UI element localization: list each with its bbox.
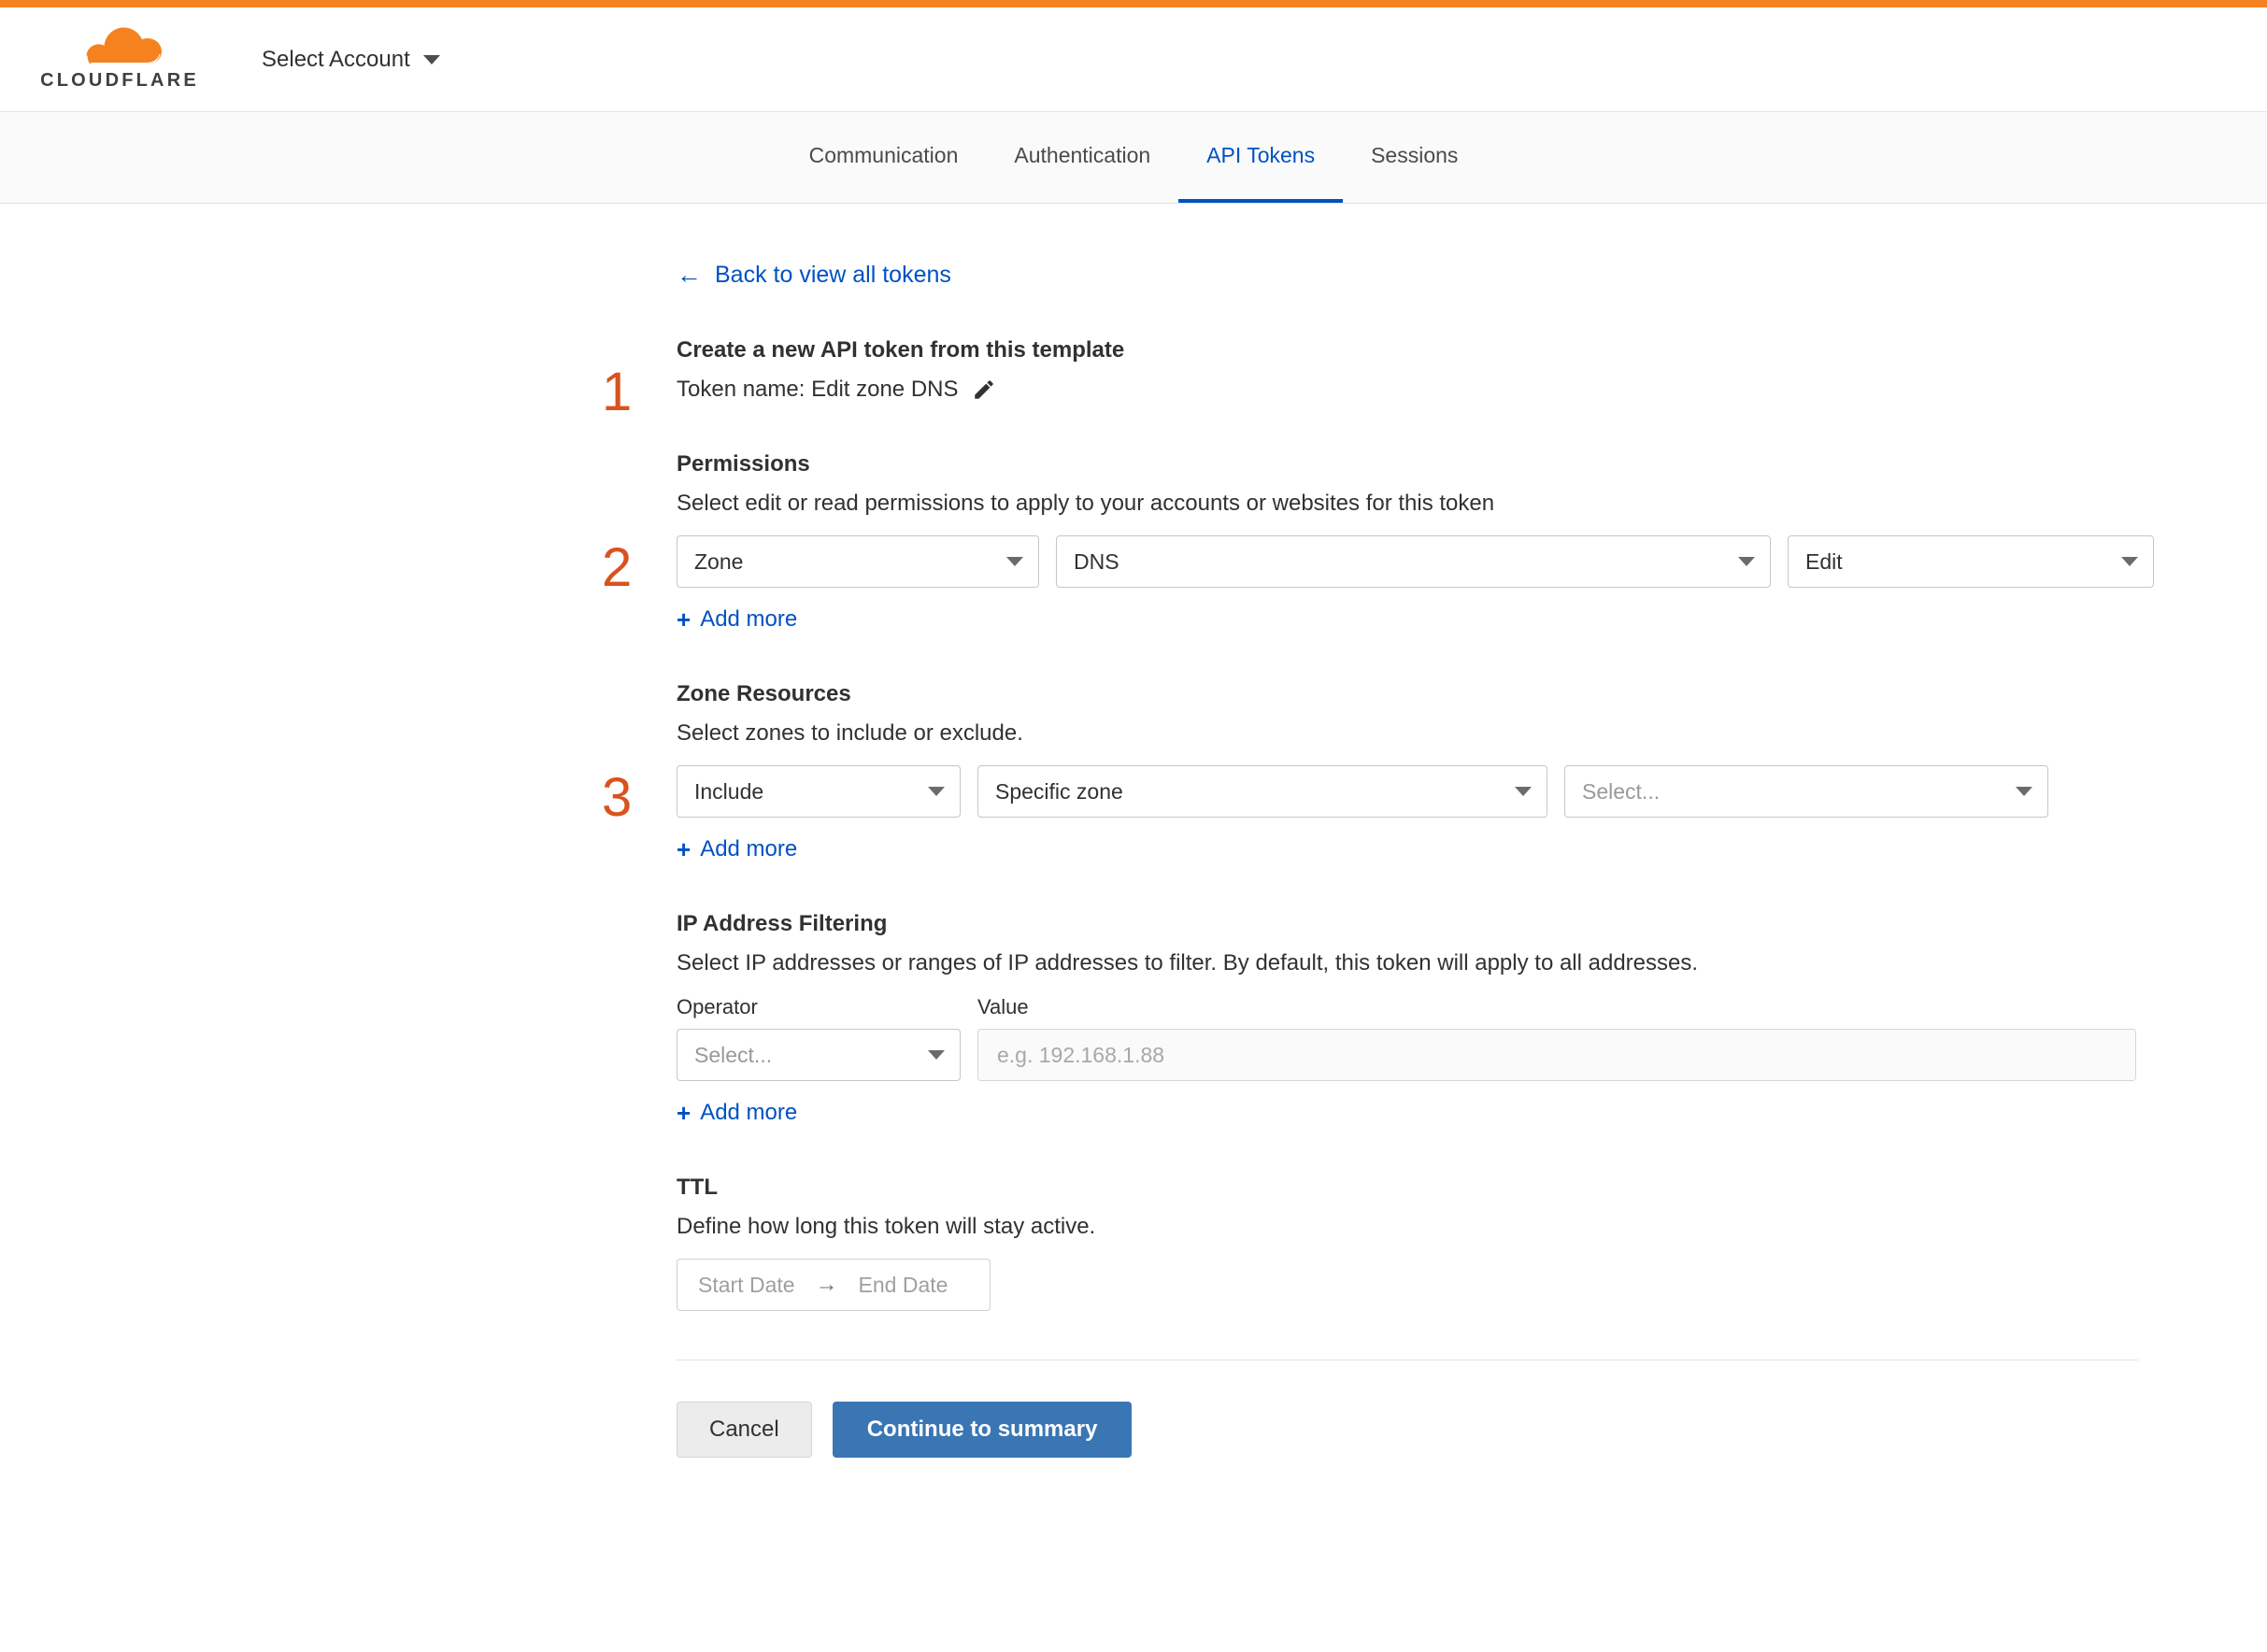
permissions-description: Select edit or read permissions to apply to your accounts or websites for this token [677, 491, 1495, 516]
ip-filtering-block [677, 911, 2267, 1126]
cancel-button[interactable]: Cancel [677, 1402, 812, 1458]
step-number-3: 3 [602, 767, 633, 828]
token-name-label: Token name: Edit zone DNS [677, 377, 959, 402]
plus-icon: + [677, 605, 692, 634]
pencil-edit-icon[interactable] [972, 377, 996, 402]
chevron-down-icon [928, 1050, 945, 1060]
ip-value-field [977, 995, 2136, 1081]
ttl-start-date-placeholder: Start Date [698, 1272, 795, 1297]
permissions-block [602, 451, 2267, 634]
permission-access-select[interactable] [1788, 535, 2154, 588]
tab-sessions[interactable]: Sessions [1371, 143, 1459, 167]
account-selector[interactable] [262, 47, 440, 73]
back-to-all-tokens-link[interactable] [677, 262, 951, 289]
zone-name-select[interactable] [1564, 765, 2048, 818]
zone-scope-value: Specific zone [995, 778, 1123, 804]
permissions-add-more-button[interactable] [677, 606, 797, 633]
app-header [0, 7, 2267, 112]
main-content [0, 204, 2267, 1495]
step-number-2: 2 [602, 537, 633, 598]
zone-inclusion-value: Include [694, 778, 764, 804]
chevron-down-icon [1515, 787, 1532, 796]
back-link-label: Back to view all tokens [715, 262, 951, 288]
zone-scope-select[interactable] [977, 765, 1547, 818]
zone-resources-title: Zone Resources [677, 681, 851, 706]
permission-resource-select[interactable] [1056, 535, 1771, 588]
zone-resources-add-more-label: Add more [700, 836, 798, 862]
template-heading: Create a new API token from this template [677, 337, 1125, 363]
ip-operator-placeholder: Select... [694, 1042, 773, 1067]
ip-filtering-title: IP Address Filtering [677, 911, 888, 936]
token-name-row [677, 377, 2267, 403]
permissions-title: Permissions [677, 451, 810, 477]
plus-icon: + [677, 1099, 692, 1127]
ttl-date-range-picker[interactable] [677, 1259, 991, 1311]
ip-value-input[interactable] [977, 1029, 2136, 1081]
permissions-row [677, 535, 2267, 588]
permission-scope-value: Zone [694, 548, 744, 574]
plus-icon: + [677, 835, 692, 863]
ttl-title: TTL [677, 1175, 718, 1200]
continue-to-summary-button[interactable]: Continue to summary [833, 1402, 1133, 1458]
ip-operator-select[interactable] [677, 1029, 961, 1081]
cloudflare-cloud-icon [68, 27, 171, 68]
ip-filtering-description: Select IP addresses or ranges of IP addresses to filter. By default, this token will apply to all addresses. [677, 950, 1699, 976]
cloudflare-logo[interactable] [26, 27, 213, 92]
arrow-right-icon: → [815, 1272, 838, 1297]
account-selector-label: Select Account [262, 46, 410, 72]
tab-api-tokens[interactable]: API Tokens [1178, 112, 1343, 203]
zone-inclusion-select[interactable] [677, 765, 961, 818]
ttl-description: Define how long this token will stay active. [677, 1214, 1096, 1239]
permission-resource-value: DNS [1074, 548, 1119, 574]
ip-value-label: Value [977, 995, 1029, 1018]
ip-operator-label: Operator [677, 995, 758, 1018]
chevron-down-icon [1006, 557, 1023, 566]
ttl-end-date-placeholder: End Date [858, 1272, 948, 1297]
ip-operator-field [677, 995, 961, 1081]
tab-communication[interactable]: Communication [808, 143, 959, 167]
chevron-down-icon [2016, 787, 2032, 796]
step-number-1: 1 [602, 362, 633, 422]
permission-access-value: Edit [1805, 548, 1843, 574]
zone-resources-row [677, 765, 2267, 818]
zone-resources-description: Select zones to include or exclude. [677, 720, 1023, 746]
arrow-left-icon: ← [677, 261, 702, 289]
chevron-down-icon [423, 55, 440, 64]
ip-filtering-add-more-label: Add more [700, 1100, 798, 1125]
ttl-block [677, 1175, 2267, 1311]
tab-authentication[interactable]: Authentication [1014, 143, 1151, 167]
ip-value-placeholder: e.g. 192.168.1.88 [997, 1042, 1165, 1067]
zone-resources-block [602, 681, 2267, 863]
section-nav [0, 112, 2267, 204]
brand-accent-bar [0, 0, 2267, 7]
ip-filtering-add-more-button[interactable] [677, 1100, 797, 1126]
footer-actions [677, 1360, 2267, 1495]
ip-filtering-row [677, 995, 2267, 1081]
permissions-add-more-label: Add more [700, 606, 798, 632]
cloudflare-wordmark: CLOUDFLARE [40, 70, 199, 91]
permission-scope-select[interactable] [677, 535, 1039, 588]
chevron-down-icon [1738, 557, 1755, 566]
zone-resources-add-more-button[interactable] [677, 836, 797, 862]
template-block [602, 337, 2267, 422]
chevron-down-icon [2121, 557, 2138, 566]
chevron-down-icon [928, 787, 945, 796]
zone-name-placeholder: Select... [1582, 778, 1661, 804]
